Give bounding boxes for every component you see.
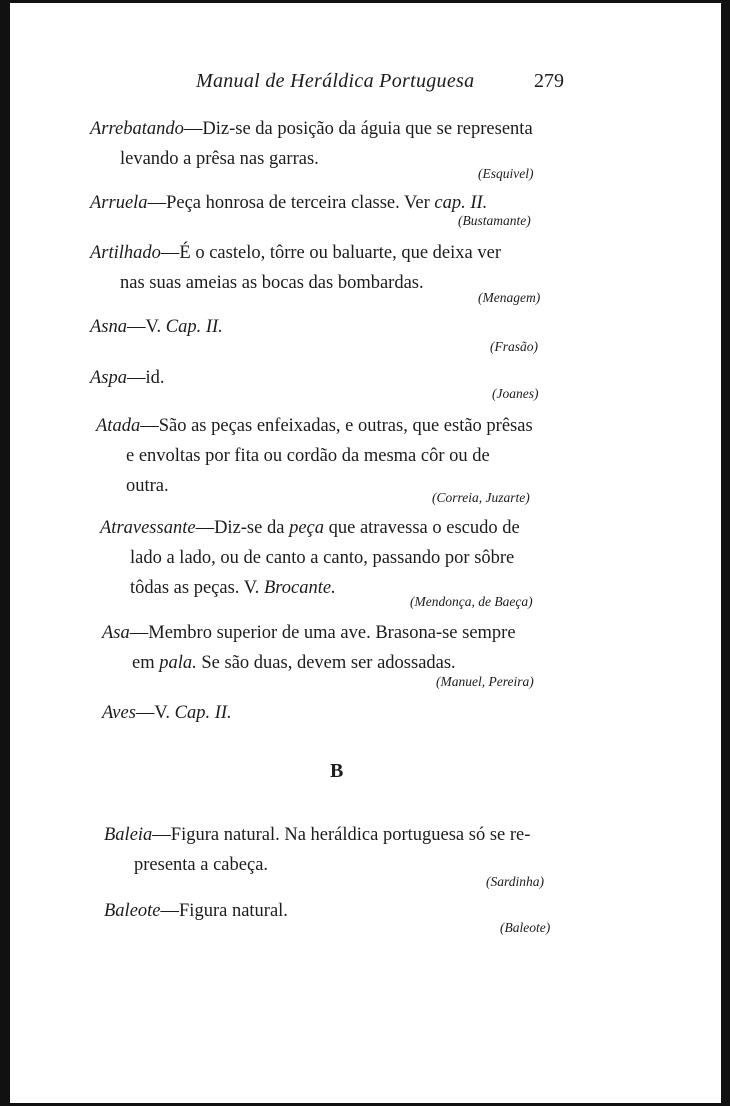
entry-text: —Diz-se da [195,518,290,538]
entry-text: —São as peças enfeixadas, e outras, que estão prêsas [140,416,533,436]
entry-aves [102,700,232,726]
entry-text: nas suas ameias as bocas das bombardas. [120,273,424,293]
entry-reference: cap. II. [434,193,488,213]
entry-term: Aspa [90,368,127,388]
entry-artilhado [90,240,501,296]
entry-text: e envoltas por fita ou cordão da mesma côr ou de [126,446,490,466]
entry-source: (Bustamante) [458,213,531,228]
page-number: 279 [534,70,564,92]
section-heading: B [330,760,344,782]
entry-source: (Joanes) [492,386,539,401]
entry-term: Atravessante [100,518,196,538]
entry-reference: Cap. II. [174,703,232,723]
entry-text: presenta a cabeça. [134,855,269,875]
entry-reference: Cap. II. [165,317,223,337]
entry-text: lado a lado, ou de canto a canto, passando por sôbre [130,548,515,568]
entry-term: Artilhado [90,243,161,263]
entry-source: (Frasão) [490,339,538,354]
entry-text: que atravessa o escudo de [324,518,520,538]
entry-reference: peça [289,518,324,538]
entry-source: (Mendonça, de Baeça) [410,594,533,609]
entry-term: Aves [102,703,136,723]
entry-text: —Figura natural. Na heráldica portuguesa só se re- [152,825,531,845]
entry-text: —Peça honrosa de terceira classe. Ver [147,193,435,213]
entry-atada [96,413,533,499]
entry-text: —Membro superior de uma ave. Brasona-se sempre [129,623,516,643]
entry-source: (Menagem) [478,290,541,305]
entry-asna [90,314,223,340]
entry-reference: Brocante. [263,578,336,598]
entry-text: —É o castelo, tôrre ou baluarte, que deixa ver [160,243,501,263]
entry-baleote [104,898,288,924]
entry-asa [102,620,516,676]
entry-arrebatando [90,116,533,172]
entry-text: Se são duas, devem ser adossadas. [196,653,456,673]
entry-text: —V. [127,317,166,337]
entry-term: Arruela [90,193,148,213]
entry-source: (Sardinha) [486,874,544,889]
entry-atravessante [100,515,520,601]
entry-term: Baleote [104,901,161,921]
entry-term: Baleia [104,825,153,845]
entry-text: tôdas as peças. V. [130,578,264,598]
entry-text: em [132,653,160,673]
running-header: Manual de Heráldica Portuguesa [196,70,475,92]
entry-text: —Diz-se da posição da águia que se representa [183,119,533,139]
entry-source: (Correia, Juzarte) [432,490,530,505]
entry-aspa [90,365,165,391]
entry-source: (Manuel, Pereira) [436,674,534,689]
entry-source: (Baleote) [500,920,551,935]
entry-term: Asa [102,623,130,643]
entry-term: Arrebatando [90,119,184,139]
entry-text: outra. [126,476,169,496]
entry-text: levando a prêsa nas garras. [120,149,319,169]
entry-reference: pala. [159,653,197,673]
entry-source: (Esquivel) [478,166,534,181]
entry-term: Atada [96,416,141,436]
entry-text: —V. [135,703,175,723]
entry-text: —id. [127,368,165,388]
entry-arruela [90,190,487,216]
entry-baleia [104,822,530,878]
entry-term: Asna [90,317,127,337]
entry-text: —Figura natural. [160,901,288,921]
